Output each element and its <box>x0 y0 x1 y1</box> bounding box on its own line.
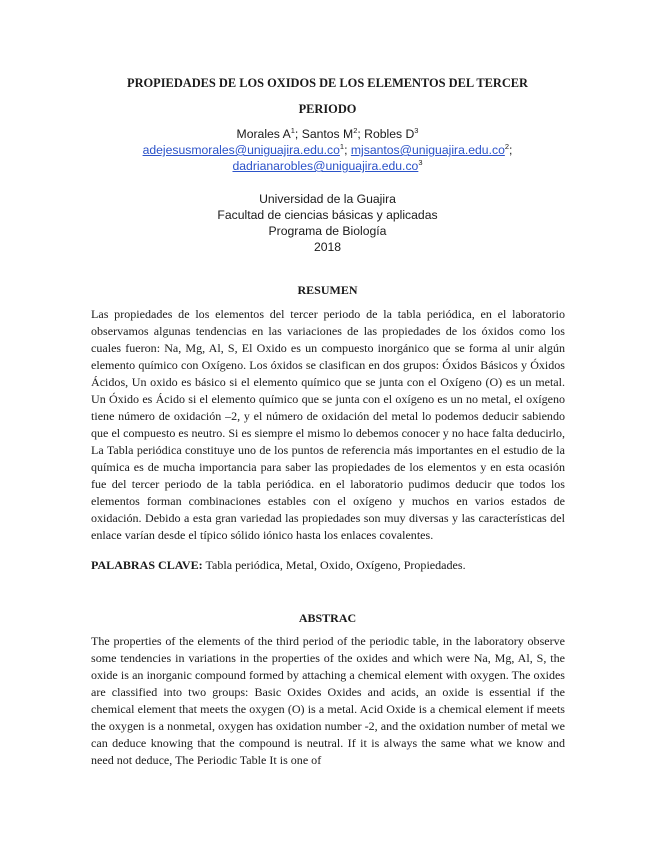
paper-title-line-2: PERIODO <box>298 102 357 116</box>
resumen-heading: RESUMEN <box>297 283 358 297</box>
author-affiliation-mark: 3 <box>414 126 419 135</box>
author-emails-line-2 <box>0 159 655 174</box>
keywords-label: PALABRAS CLAVE: <box>91 558 203 572</box>
author-list <box>0 127 655 142</box>
keywords-list: Tabla periódica, Metal, Oxido, Oxígeno, Propiedades. <box>202 558 466 572</box>
author-email-link[interactable]: mjsantos@uniguajira.edu.co <box>350 143 505 157</box>
author-affiliation-mark: 1 <box>290 126 295 135</box>
affiliation-university: Universidad de la Guajira <box>259 192 396 206</box>
author-name: Morales A <box>236 127 291 141</box>
affiliation-program: Programa de Biología <box>268 224 387 238</box>
author-emails-line-1 <box>0 143 655 158</box>
abstract-body: The properties of the elements of the third period of the periodic table, in the laboratory observe some tendencies in variations in the properties of the oxides and which were Na, Mg, Al, S, the oxide is an inorganic compound formed by attaching a chemical element with oxygen. The oxides are classified into two groups: Basic Oxides Oxides and acids, an oxide is essential if the chemical element that meets the oxygen (O) is a metal. Acid Oxide is a chemical element if meets the oxygen is a nonmetal, oxygen has oxidation number -2, and the oxidation number of metal we can deduce knowing that the compound is neutral. If it is always the same what we know and need not deduce, The Periodic Table It is one of <box>91 634 565 767</box>
author-name: Robles D <box>364 127 415 141</box>
author-affiliation-mark: 2 <box>353 126 358 135</box>
keywords <box>91 557 565 574</box>
resumen-body: Las propiedades de los elementos del tercer periodo de la tabla periódica, en el laboratorio observamos algunas tendencias en las variaciones de las propiedades de los óxidos como los cuales fueron: Na, Mg, Al, S, El Oxido es un compuesto inorgánico que se forma al unir algún elemento químico con Oxígeno. Los óxidos se clasifican en dos grupos: Óxidos Básicos y Óxidos Ácidos, Un oxido es básico si el elemento químico que se junta con el Oxígeno (O) es un metal. Un Óxido es Ácido si el elemento químico que se junta con el oxígeno es un no metal, el oxígeno tiene número de oxidación –2, y el número de oxidación del metal lo podemos deducir sabiendo que el compuesto es neutro. Si es siempre el mismo lo debemos conocer y no hace falta deducirlo, La Tabla periódica constituye uno de los puntos de referencia más importantes en el estudio de la química es de mucha importancia para saber las propiedades de los elementos y en esta ocasión fue del tercer periodo de la tabla periódica. en el laboratorio pudimos deducir que todos los elementos forman combinaciones estables con el oxígeno y muchos en varios estados de oxidación. Debido a esta gran variedad las propiedades son muy diversas y las características del enlace varían desde el típico sólido iónico hasta los enlaces covalentes. <box>91 307 565 542</box>
author-separator: ; <box>357 127 365 141</box>
paper-title-line-1: PROPIEDADES DE LOS OXIDOS DE LOS ELEMENTOS DEL TERCER <box>127 76 528 90</box>
email-affiliation-mark: 1 <box>339 142 345 151</box>
publication-year: 2018 <box>313 240 342 254</box>
author-email-link[interactable]: dadrianarobles@uniguajira.edu.co <box>232 159 419 173</box>
email-separator: ; <box>344 143 351 157</box>
email-affiliation-mark: 2 <box>504 142 510 151</box>
author-email-link[interactable]: adejesusmorales@uniguajira.edu.co <box>142 143 340 157</box>
author-name: Santos M <box>301 127 354 141</box>
email-affiliation-mark: 3 <box>418 158 423 167</box>
email-separator: ; <box>509 143 513 157</box>
abstract-heading: ABSTRAC <box>298 611 357 625</box>
affiliation-faculty: Facultad de ciencias básicas y aplicadas <box>217 208 438 222</box>
author-separator: ; <box>294 127 302 141</box>
